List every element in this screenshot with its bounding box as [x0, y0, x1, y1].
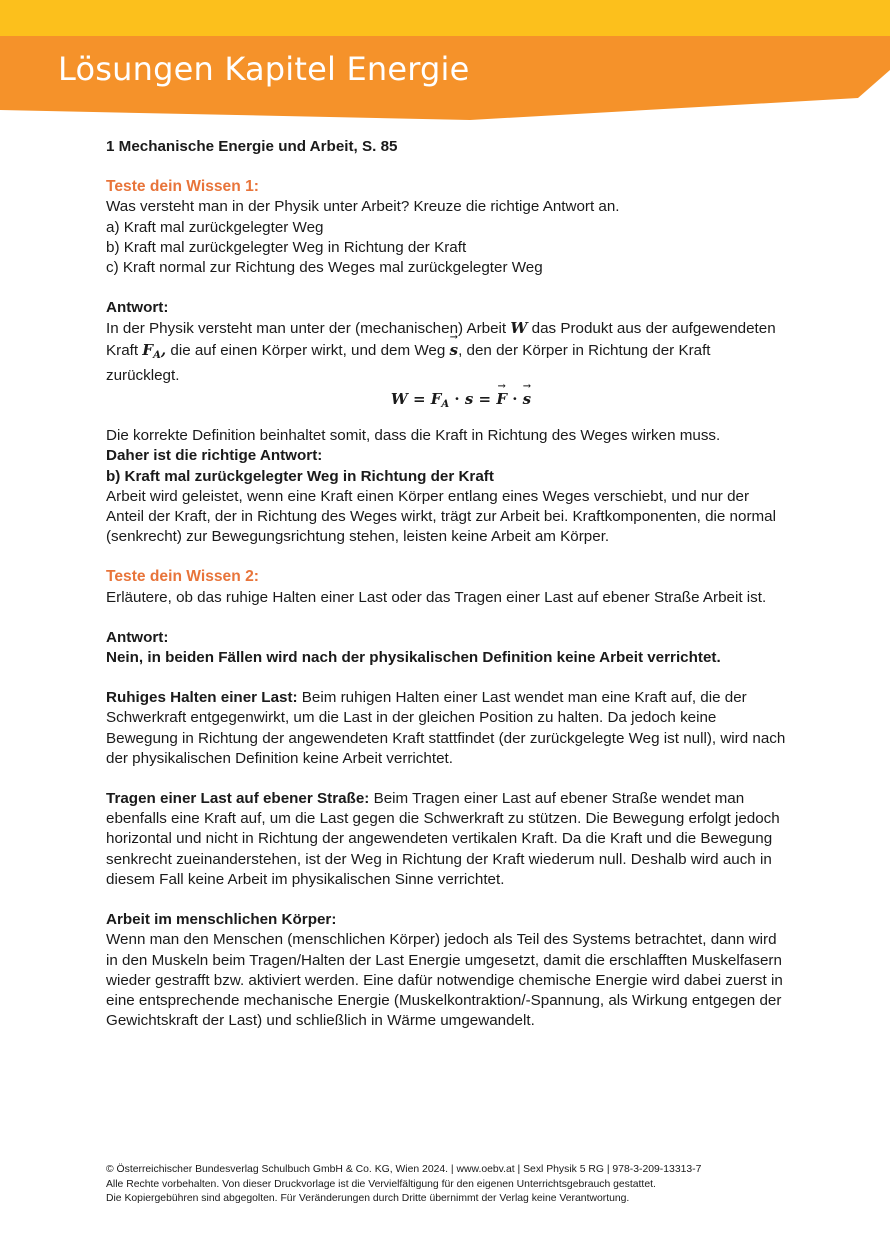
task1-option-a: a) Kraft mal zurückgelegter Weg — [106, 218, 324, 236]
definition-text-1: In der Physik versteht man unter der (mechanischen) Arbeit — [106, 320, 511, 338]
formula-f-subscript: A — [441, 399, 450, 411]
carrying-label: Tragen einer Last auf ebener Straße: — [106, 790, 370, 808]
page-footer — [106, 1163, 806, 1207]
task2-label: Teste dein Wissen 2: — [106, 568, 259, 586]
task1-conclusion: Die korrekte Definition beinhaltet somit, dass die Kraft in Richtung des Weges wirken muss. — [106, 427, 721, 445]
definition-text-4: , den der Körper in Richtung der Kraft zurücklegt. — [106, 341, 711, 384]
definition-text-2: das Produkt aus der aufgewendeten Kraft — [106, 320, 776, 359]
formula-w: W — [390, 390, 408, 409]
task1-explanation: Arbeit wird geleistet, wenn eine Kraft einen Körper entlang eines Weges verschiebt, und nur der Anteil der Kraft, der in Richtung des Weges wirkt, trägt zur Arbeit bei. Kraftkomponenten, die normal (senkrecht) zur Bewegungsrichtung stehen, leisten keine Arbeit am Körper. — [106, 487, 776, 546]
footer-rights: Alle Rechte vorbehalten. Von dieser Druckvorlage ist die Vervielfältigung für den eigenen Unterrichtsgebrauch gestattet. — [106, 1178, 656, 1190]
task2-question: Erläutere, ob das ruhige Halten einer Last oder das Tragen einer Last auf ebener Straße Arbeit ist. — [106, 588, 767, 606]
definition-text-3: die auf einen Körper wirkt, und dem Weg — [166, 341, 450, 359]
work-formula — [106, 389, 786, 415]
task2-body-text: Wenn man den Menschen (menschlichen Körper) jedoch als Teil des Systems betrachtet, dann wird in den Muskeln beim Tragen/Halten der Last Energie umgesetzt, damit die erschlafften Muskelfasern wieder gestrafft bzw. aktiviert werden. Eine dafür notwendige chemische Energie wird dabei zuerst in eine entsprechende mechanische Energie (Muskelkontraktion/-Spannung, als Wirkung entgegen der Gewichtskraft der Last) und schließlich in Wärme umgewandelt. — [106, 931, 783, 1030]
formula-f: F — [430, 390, 442, 409]
symbol-work: W — [510, 319, 528, 338]
task2-holding-paragraph — [106, 688, 786, 769]
symbol-force — [142, 341, 166, 359]
carrying-text: Beim Tragen einer Last auf ebener Straße wendet man ebenfalls eine Kraft auf, um die Last gegen die Schwerkraft zu stützen. Die Bewegung erfolgt jedoch horizontal und nicht in Richtung der angewendeten vertikalen Kraft. Da die Kraft und die Bewegung senkrecht zueinanderstehen, ist der Weg in Richtung der Kraft wiederum null. Deshalb wird auch in diesem Fall keine Arbeit im physikalischen Sinne verrichtet. — [106, 790, 780, 888]
task2-answer-main: Nein, in beiden Fällen wird nach der physikalischen Definition keine Arbeit verrichtet. — [106, 649, 721, 667]
task1-label: Teste dein Wissen 1: — [106, 178, 259, 196]
task1-question: Was versteht man in der Physik unter Arbeit? Kreuze die richtige Antwort an. — [106, 198, 620, 216]
symbol-force-subscript: A — [153, 349, 161, 361]
formula-dot-2: · — [506, 390, 523, 409]
task1-correct-answer: b) Kraft mal zurückgelegter Weg in Richtung der Kraft — [106, 467, 494, 485]
task1-option-b: b) Kraft mal zurückgelegter Weg in Richtung der Kraft — [106, 238, 467, 256]
holding-label: Ruhiges Halten einer Last: — [106, 689, 298, 707]
formula-s-vector: → s — [523, 389, 531, 409]
task1-correct-label: Daher ist die richtige Antwort: — [106, 447, 323, 465]
task1-answer-label: Antwort: — [106, 299, 169, 317]
symbol-force-comma: , — [160, 340, 167, 359]
task2-answer-label: Antwort: — [106, 628, 169, 646]
symbol-path-vector: → s — [450, 340, 459, 360]
formula-f-vector: → F — [496, 389, 507, 409]
section-title: 1 Mechanische Energie und Arbeit, S. 85 — [106, 138, 398, 155]
header-banner — [0, 0, 890, 125]
main-content — [106, 137, 786, 1031]
formula-s: s — [464, 390, 474, 409]
formula-equals-2: = — [473, 390, 497, 409]
page-title: Lösungen Kapitel Energie — [58, 50, 470, 88]
task1-answer-definition — [106, 318, 786, 386]
task2-body-label: Arbeit im menschlichen Körper: — [106, 911, 337, 929]
footer-copyright: © Österreichischer Bundesverlag Schulbuch GmbH & Co. KG, Wien 2024. | www.oebv.at | Sexl Physik 5 RG | 978-3-209-13313-7 — [106, 1164, 702, 1175]
footer-disclaimer: Die Kopiergebühren sind abgegolten. Für Veränderungen durch Dritte übernimmt der Verlag keine Verantwortung. — [106, 1193, 630, 1204]
formula-dot-1: · — [449, 390, 465, 409]
formula-equals-1: = — [407, 390, 431, 409]
task2-carrying-paragraph — [106, 789, 786, 890]
task1-option-c: c) Kraft normal zur Richtung des Weges mal zurückgelegter Weg — [106, 259, 543, 277]
holding-text: Beim ruhigen Halten einer Last wendet man eine Kraft auf, die der Schwerkraft entgegenwirkt, um die Last in der gleichen Position zu halten. Da jedoch keine Bewegung in Richtung der angewendeten Kraft stattfindet (der zurückgelegte Weg ist null), wird nach der physikalischen Definition keine Arbeit verrichtet. — [106, 689, 786, 767]
symbol-force-letter: F — [142, 340, 154, 359]
